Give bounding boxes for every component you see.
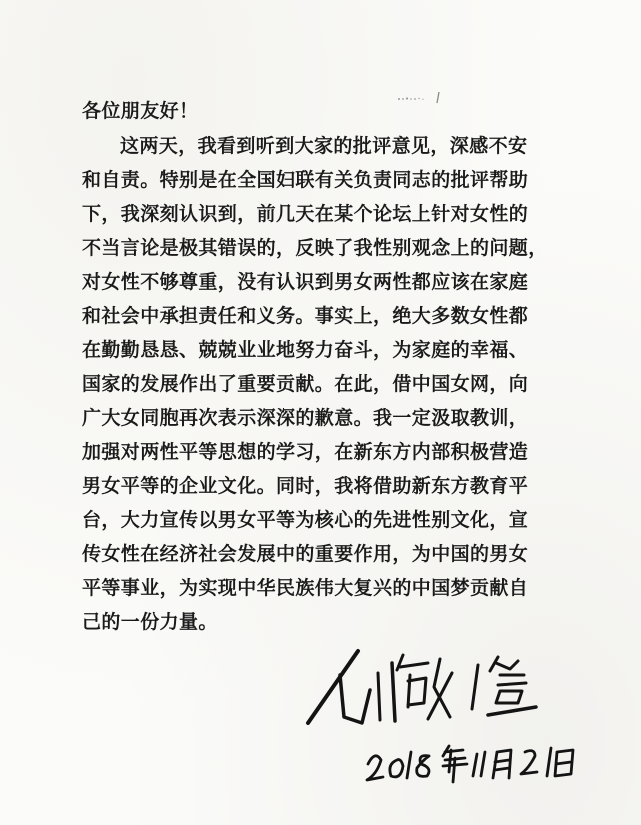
scan-speck-icon (395, 90, 445, 104)
letter-salutation: 各位朋友好！ (82, 100, 199, 122)
letter-line: 平等事业，为实现中华民族伟大复兴的中国梦贡献自 (82, 577, 529, 599)
letter-line: 国家的发展作出了重要贡献。在此，借中国女网，向 (82, 373, 529, 395)
letter-line: 传女性在经济社会发展中的重要作用，为中国的男女 (82, 543, 529, 565)
letter-line: 这两天，我看到听到大家的批评意见，深感不安 (120, 135, 528, 157)
letter-line: 己的一份力量。 (82, 611, 218, 633)
letter-line: 不当言论是极其错误的，反映了我性别观念上的问题， (82, 237, 548, 259)
letter-line: 和社会中承担责任和义务。事实上，绝大多数女性都 (82, 305, 529, 327)
handwritten-signature-icon (300, 645, 550, 725)
letter-line: 和自责。特别是在全国妇联有关负责同志的批评帮助 (82, 169, 529, 191)
letter-line: 下，我深刻认识到，前几天在某个论坛上针对女性的 (82, 203, 529, 225)
letter-line: 对女性不够尊重，没有认识到男女两性都应该在家庭 (82, 271, 529, 293)
letter-line: 在勤勤恳恳、兢兢业业地努力奋斗，为家庭的幸福、 (82, 339, 529, 361)
letter-line: 加强对两性平等思想的学习，在新东方内部积极营造 (82, 441, 529, 463)
letter-line: 广大女同胞再次表示深深的歉意。我一定汲取教训， (82, 407, 529, 429)
letter-line: 男女平等的企业文化。同时，我将借助新东方教育平 (82, 475, 529, 497)
handwritten-date-icon (365, 738, 580, 786)
letter-line: 台，大力宣传以男女平等为核心的先进性别文化，宣 (82, 509, 529, 531)
